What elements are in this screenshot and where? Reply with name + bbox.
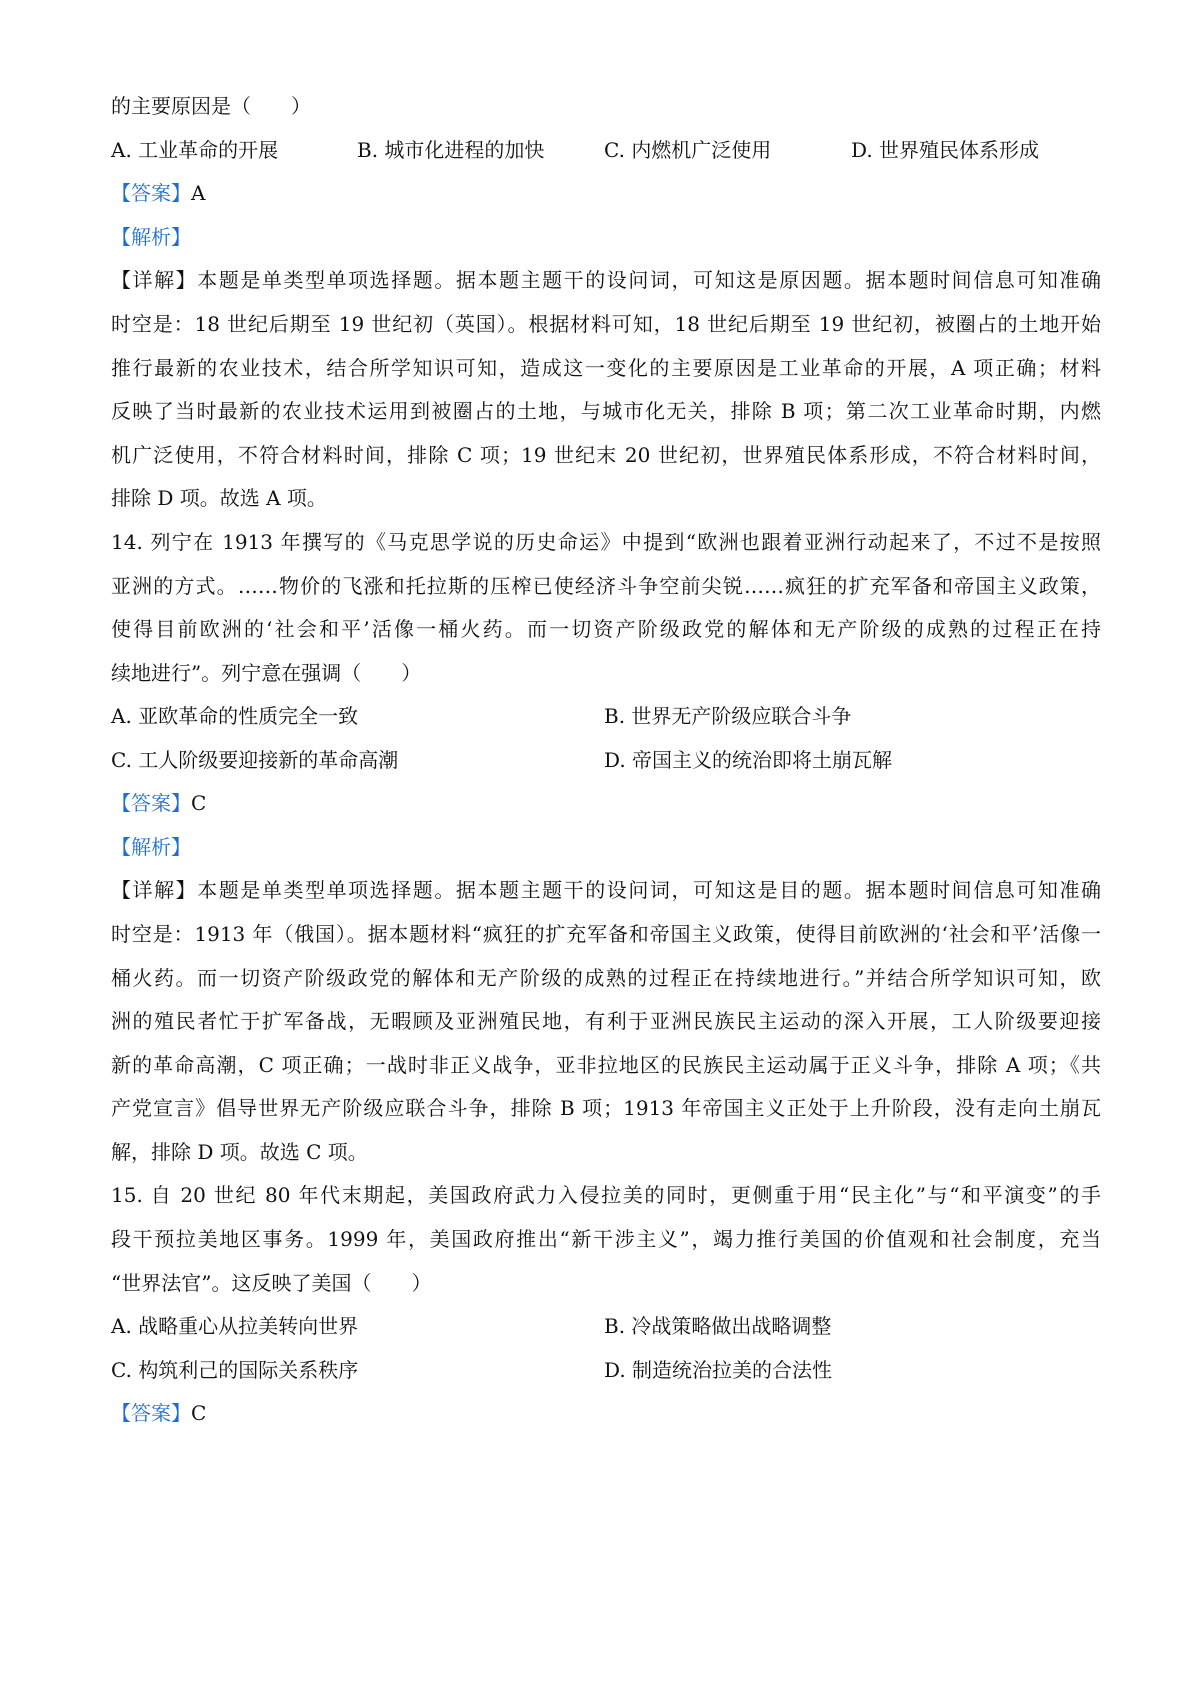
- q14-option-c: C. 工人阶级要迎接新的革命高潮: [111, 748, 399, 772]
- q14-detail-line: 产党宣言》倡导世界无产阶级应联合斗争，排除 B 项；1913 年帝国主义正处于上升阶段，没有走向土崩瓦: [111, 1096, 1101, 1120]
- q14-option-d: D. 帝国主义的统治即将土崩瓦解: [604, 748, 893, 772]
- q14-detail-line: 时空是：1913 年（俄国）。据本题材料“疯狂的扩充军备和帝国主义政策，使得目前欧洲的‘社会和平’活像一: [111, 922, 1101, 946]
- q13-detail-line: 机广泛使用，不符合材料时间，排除 C 项；19 世纪末 20 世纪初，世界殖民体系形成，不符合材料时间，: [111, 443, 1101, 467]
- q15-answer: [111, 1400, 1101, 1426]
- q13-option-d: D. 世界殖民体系形成: [851, 138, 1040, 162]
- q14-stem-line: 使得目前欧洲的‘社会和平’活像一桶火药。而一切资产阶级政党的解体和无产阶级的成熟的过程正在持: [111, 617, 1101, 641]
- answer-value: C: [191, 791, 207, 815]
- q13-detail-line: 时空是：18 世纪后期至 19 世纪初（英国）。根据材料可知，18 世纪后期至 19 世纪初，被圈占的土地开始: [111, 312, 1101, 336]
- q13-analysis: [111, 224, 1101, 250]
- answer-tag: 【答案】: [111, 1401, 191, 1425]
- q15-option-b: B. 冷战策略做出战略调整: [604, 1314, 832, 1338]
- q15-stem-line: 段干预拉美地区事务。1999 年，美国政府推出“新干涉主义”，竭力推行美国的价值观和社会制度，充当: [111, 1227, 1101, 1251]
- q13-option-b: B. 城市化进程的加快: [357, 138, 545, 162]
- answer-value: A: [191, 181, 206, 205]
- analysis-tag: 【解析】: [111, 835, 191, 859]
- q13-detail-line: 反映了当时最新的农业技术运用到被圈占的土地，与城市化无关，排除 B 项；第二次工业革命时期，内燃: [111, 399, 1101, 423]
- q13-answer: [111, 180, 1101, 206]
- detail-tag: 【详解】: [111, 878, 198, 902]
- q15-option-c: C. 构筑利己的国际关系秩序: [111, 1358, 359, 1382]
- q13-option-a: A. 工业革命的开展: [111, 138, 279, 162]
- q15-stem-line: 15. 自 20 世纪 80 年代末期起，美国政府武力入侵拉美的同时，更侧重于用“民主化”与“和平演变”的手: [111, 1183, 1101, 1207]
- q13-stem-tail: 的主要原因是（ ）: [111, 94, 311, 118]
- answer-tag: 【答案】: [111, 791, 191, 815]
- q14-detail-line: 解，排除 D 项。故选 C 项。: [111, 1140, 368, 1164]
- q13-detail-line: 推行最新的农业技术，结合所学知识可知，造成这一变化的主要原因是工业革命的开展，A 项正确；材料: [111, 356, 1101, 380]
- q15-stem-line: “世界法官”。这反映了美国（ ）: [111, 1271, 432, 1295]
- q15-option-a: A. 战略重心从拉美转向世界: [111, 1314, 359, 1338]
- q14-option-a: A. 亚欧革命的性质完全一致: [111, 704, 359, 728]
- q15-option-d: D. 制造统治拉美的合法性: [604, 1358, 833, 1382]
- answer-tag: 【答案】: [111, 181, 191, 205]
- q14-detail-line: 【详解】本题是单类型单项选择题。据本题主题干的设问词，可知这是目的题。据本题时间信息可知准确: [111, 878, 1102, 902]
- q13-option-c: C. 内燃机广泛使用: [604, 138, 772, 162]
- answer-value: C: [191, 1401, 207, 1425]
- q14-option-b: B. 世界无产阶级应联合斗争: [604, 704, 852, 728]
- q14-detail-line: 新的革命高潮，C 项正确；一战时非正义战争，亚非拉地区的民族民主运动属于正义斗争，排除 A 项；《共: [111, 1053, 1101, 1077]
- q14-analysis: [111, 834, 1101, 860]
- q14-stem-line: 亚洲的方式。……物价的飞涨和托拉斯的压榨已使经济斗争空前尖锐……疯狂的扩充军备和帝国主义政策，: [111, 574, 1101, 598]
- q13-detail-line: 排除 D 项。故选 A 项。: [111, 486, 327, 510]
- analysis-tag: 【解析】: [111, 225, 191, 249]
- q14-detail-line: 桶火药。而一切资产阶级政党的解体和无产阶级的成熟的过程正在持续地进行。”并结合所学知识可知，欧: [111, 966, 1101, 990]
- q14-detail-line: 洲的殖民者忙于扩军备战，无暇顾及亚洲殖民地，有利于亚洲民族民主运动的深入开展，工人阶级要迎接: [111, 1009, 1101, 1033]
- q14-stem-line: 续地进行”。列宁意在强调（ ）: [111, 661, 422, 685]
- q13-detail-line: 【详解】本题是单类型单项选择题。据本题主题干的设问词，可知这是原因题。据本题时间信息可知准确: [111, 268, 1102, 292]
- q14-stem-line: 14. 列宁在 1913 年撰写的《马克思学说的历史命运》中提到“欧洲也跟着亚洲行动起来了，不过不是按照: [111, 530, 1101, 554]
- q14-answer: [111, 790, 1101, 816]
- detail-tag: 【详解】: [111, 268, 198, 292]
